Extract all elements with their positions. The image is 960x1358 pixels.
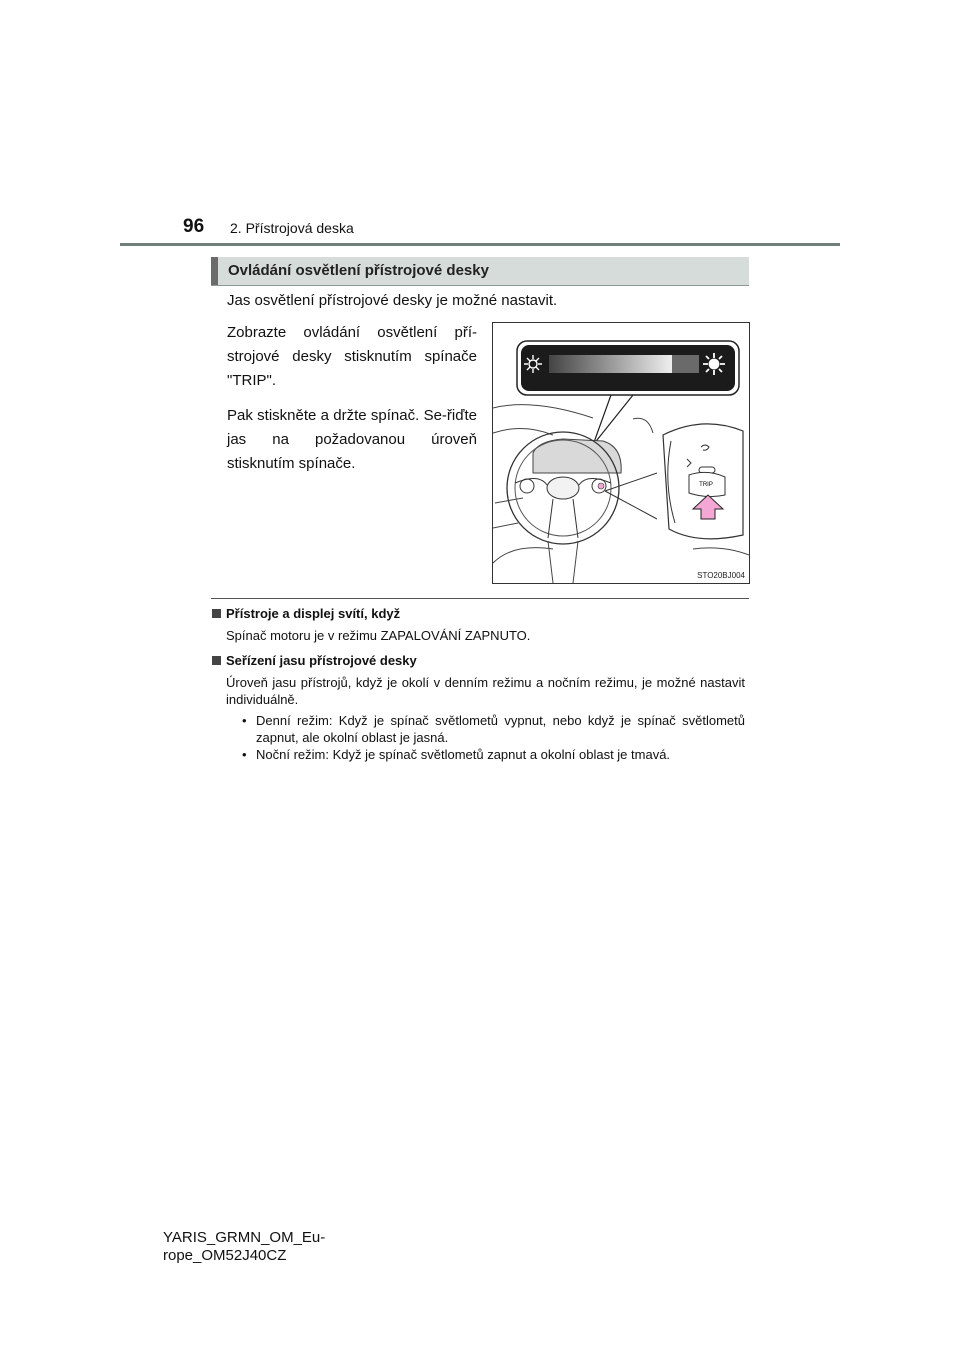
chapter-title: 2. Přístrojová deska [230,220,354,236]
steering-wheel-drawing [493,323,749,583]
list-item [242,746,745,763]
figure-code: STO20BJ004 [697,571,745,580]
step-2: Pak stiskněte a držte spínač. Se-řiďte jas na požadovanou úroveň stisknutím spínače. [227,407,477,472]
note-2-heading [212,652,745,669]
dashboard-illustration [492,322,750,584]
list-item [242,712,745,746]
square-bullet-icon [212,609,221,618]
step-1: Zobrazte ovládání osvětlení pří-strojové desky stisknutím spínače "TRIP". [227,324,477,389]
sun-bright-icon [703,353,725,375]
instruction-steps [227,321,477,487]
note-1-body: Spínač motoru je v režimu ZAPALOVÁNÍ ZAPNUTO. [226,628,531,643]
bullet-2-text: Noční režim: Když je spínač světlometů zapnut a okolní oblast je tmavá. [256,747,671,762]
footer-line-1: YARIS_GRMN_OM_Eu- [163,1229,326,1246]
note-2-title: Seřízení jasu přístrojové desky [226,653,417,668]
header-rule [120,243,840,246]
intro-text: Jas osvětlení přístrojové desky je možné nastavit. [227,292,558,309]
section-title: Ovládání osvětlení přístrojové desky [228,262,489,279]
bullet-dot-icon: • [242,713,247,728]
note-1-heading [212,605,745,622]
section-divider [211,598,749,599]
page-number: 96 [183,216,205,237]
note-1-title: Přístroje a displej svítí, když [226,606,401,621]
section-header [211,257,749,286]
bullet-dot-icon: • [242,747,247,762]
document-footer [163,1229,325,1265]
square-bullet-icon [212,656,221,665]
section-header-bar [211,257,218,285]
note-2-body: Úroveň jasu přístrojů, když je okolí v denním režimu a nočním režimu, je možné nastavit individuálně. [226,675,745,707]
bullet-1-text: Denní režim: Když je spínač světlometů vypnut, nebo když je spínač světlometů zapnut, ale okolní oblast je jasná. [256,713,745,745]
brightness-bar-fill [549,355,672,373]
trip-button-label: TRIP [699,482,713,488]
footer-line-2: rope_OM52J40CZ [163,1247,287,1264]
notes-block [212,605,745,763]
